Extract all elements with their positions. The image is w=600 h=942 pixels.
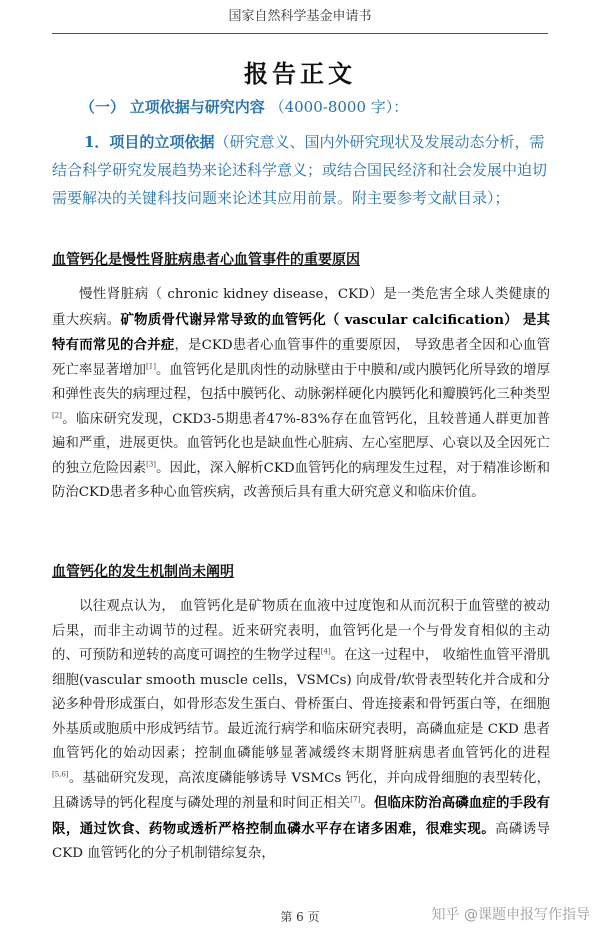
paragraph-mechanism [52,595,550,867]
section-label: 立项依据与研究内容 [129,98,265,116]
bold-text-run: 矿物质骨代谢异常导致的血管钙化（ vascular calcification） 是其特有而常见的合并症 [52,311,550,353]
text-run: 。基础研究发现，高浓度磷能够诱导 VSMCs 钙化，并向成骨细胞的表型转化，且磷诱导的钙化程度与磷处理的剂量和时间正相关 [52,770,550,811]
text-run: 。血管钙化是肌肉性的动脉壁由于中膜和/或内膜钙化所导致的增厚和弹性丧失的病理过程，包括中膜钙化、动脉粥样硬化内膜钙化和瓣膜钙化三种类型 [52,362,551,402]
text-run: 。 [360,796,374,811]
section-number: （一） [80,98,126,116]
section-heading [80,96,560,117]
watermark: 知乎 @课题申报写作指导 [431,907,590,923]
header-divider [52,33,548,34]
citation-mark: [4] [320,647,331,656]
text-run: 高磷诱导 CKD 血管钙化的分子机制错综复杂， [52,821,551,861]
instruction-label: 1．项目的立项依据 [84,133,215,151]
paragraph-ckd-background [52,283,550,506]
text-run: 。因此，深入解析CKD血管钙化的病理发生过程，对于精准诊断和防治CKD患者多种心血管疾病，改善预后具有重大研究意义和临床价值。 [52,460,551,500]
page-number: 第 6 页 [280,910,320,924]
instruction-block [52,128,552,212]
page-header: 国家自然科学基金申请书 [228,9,372,24]
bold-text-run: 但临床防治高磷血症的手段有限，通过饮食、药物或透析严格控制血磷水平存在诸多困难，很难实现。 [52,795,551,837]
text-run: 。在这一过程中， 收缩性血管平滑肌细胞(vascular smooth muscle cells，VSMCs) 向成骨/软骨表型转化并合成和分泌多种骨形成蛋白，如骨形态发生蛋白、骨桥蛋白、骨连接素和骨钙蛋白等，在细胞外基质或胞质中形成钙结节。最近流行病学和临床研究表明，高磷血症是 CKD 患者血管钙化的始动因素；控制血磷能够显著减缓终末期肾脏病患者血管钙化的进程 [52,648,550,761]
text-run: 以往观点认为， 血管钙化是矿物质在血液中过度饱和从而沉积于血管壁的被动后果，而非主动调节的过程。近来研究表明，血管钙化是一个与骨发育相似的主动的、可预防和逆转的高度可调控的生物学过程 [52,599,550,663]
subheading-vascular-calcification-cause: 血管钙化是慢性肾脏病患者心血管事件的重要原因 [52,252,360,268]
citation-mark: [2] [52,411,62,420]
citation-mark: [3] [146,460,157,469]
page-title: 报告正文 [244,59,356,88]
citation-mark: [5,6] [52,770,69,779]
section-range: （4000-8000 字）： [269,98,409,116]
instruction-text: （研究意义、国内外研究现状及发展动态分析，需结合科学研究发展趋势来论述科学意义；或结合国民经济和社会发展中迫切需要解决的关键科技问题来论述其应用前景。附主要参考文献目录）； [52,133,548,207]
text-run: 。临床研究发现，CKD3-5期患者47%-83%存在血管钙化，且较普通人群更加普遍和严重，进展更快。血管钙化也是缺血性心脏病、左心室肥厚、心衰以及全因死亡的独立危险因素 [52,411,550,476]
text-run: ，是CKD患者心血管事件的重要原因， 导致患者全因和心血管死亡率显著增加 [52,338,550,378]
text-run: 慢性肾脏病（ chronic kidney disease，CKD）是一类危害全球人类健康的重大疾病。 [52,287,550,328]
subheading-mechanism-unclear: 血管钙化的发生机制尚未阐明 [52,564,234,580]
citation-mark: [1] [146,362,156,371]
citation-mark: [7] [350,795,361,804]
